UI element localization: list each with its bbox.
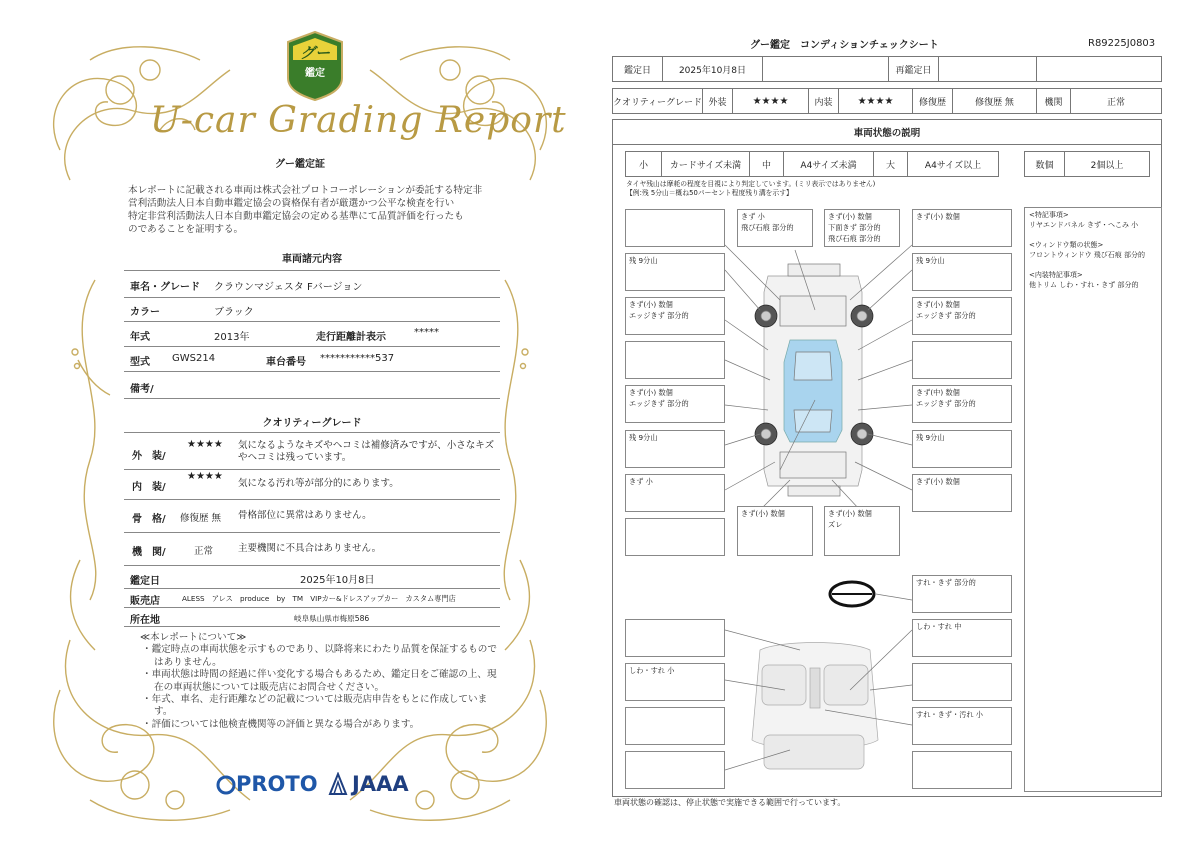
quality-row: [124, 500, 500, 533]
damage-box: きず(中) 数個 エッジきず 部分的: [912, 385, 1012, 423]
exterior-value: ★★★★: [733, 89, 809, 113]
redate-label: 再鑑定日: [889, 57, 939, 81]
address-value: 岐阜県山県市梅原586: [294, 614, 370, 623]
sheet-code: R89225J0803: [1088, 38, 1156, 49]
size-mid-desc: A4サイズ未満: [784, 152, 874, 176]
exterior-label: 外装: [703, 89, 733, 113]
quality-row: [124, 469, 500, 500]
condition-title: 車両状態の説明: [612, 119, 1162, 145]
quality-desc: 骨格部位に異常はありません。: [238, 510, 372, 521]
spec-row-year: [124, 322, 500, 347]
cert-body: [128, 184, 496, 236]
interior-box-empty: [912, 751, 1012, 789]
tire-box: 残 9分山: [625, 253, 725, 291]
spec-label: 車台番号: [266, 357, 306, 368]
jaaa-logo: JAAA: [352, 772, 409, 796]
remark-line: 他トリム しわ・すれ・きず 部分的: [1029, 281, 1139, 289]
quality-row: [124, 432, 500, 470]
spec-value: クラウンマジェスタ Fバージョン: [214, 282, 363, 293]
spec-label: 車名・グレード: [130, 282, 200, 293]
spec-row-color: [124, 297, 500, 322]
shop-value: ALESS アレス produce by TM VIPカー&ドレスアップカー カスタム専門店: [182, 594, 456, 603]
quality-title: クオリティーグレード: [262, 418, 362, 429]
count-label: 数個: [1025, 152, 1065, 176]
size-small-desc: カードサイズ未満: [662, 152, 750, 176]
quality-desc: 主要機関に不具合はありません。: [238, 543, 382, 554]
damage-box: きず 小: [625, 474, 725, 512]
engine-label: 機関: [1037, 89, 1071, 113]
spec-title: 車両諸元内容: [282, 254, 342, 265]
report-notes: [140, 632, 500, 731]
spec-value: ブラック: [214, 307, 254, 318]
remarks-panel: [1024, 207, 1162, 792]
repair-label: 修復歴: [913, 89, 953, 113]
badge-top-text: グー: [299, 44, 330, 62]
damage-box: きず(小) 数個: [912, 209, 1012, 247]
size-large-desc: A4サイズ以上: [924, 160, 982, 171]
damage-box-empty: [912, 341, 1012, 379]
remark-line: リヤエンドパネル きず・へこみ 小: [1029, 221, 1139, 229]
remark-line: <内装特記事項>: [1029, 271, 1083, 279]
size-large: 大: [874, 152, 908, 176]
cert-line: 特定非営利活動法人日本自動車鑑定協会の定める基準にて品質評価を行ったも: [128, 211, 464, 222]
report-title: U-car Grading Report: [150, 100, 567, 141]
size-mid: 中: [750, 152, 784, 176]
date-row: [124, 566, 500, 589]
spec-value: ***********537: [320, 353, 395, 364]
quality-desc: 気になる汚れ等が部分的にあります。: [238, 478, 399, 489]
damage-box: きず(小) 数個 エッジきず 部分的: [625, 297, 725, 335]
tire-box: 残 9分山: [912, 253, 1012, 291]
quality-desc: 気になるようなキズやヘコミは補修済みですが、小さなキズやヘコミは残っています。: [238, 440, 495, 463]
cert-line: 本レポートに記載される車両は株式会社プロトコーポレーションが委託する特定非: [128, 185, 483, 196]
damage-box: きず(小) 数個 下面きず 部分的 飛び石痕 部分的: [824, 209, 900, 247]
repair-value: 修復歴 無: [953, 89, 1037, 113]
quality-stars: 修復歴 無: [180, 513, 222, 524]
damage-box-empty: [625, 341, 725, 379]
interior-box: すれ・きず・汚れ 小: [912, 707, 1012, 745]
remark-line: フロントウィンドウ 飛び石痕 部分的: [1029, 251, 1146, 259]
date-label: 鑑定日: [613, 57, 663, 81]
damage-box: きず(小) 数個: [737, 506, 813, 556]
sheet-title: グー鑑定 コンディションチェックシート: [750, 40, 939, 51]
quality-label: 内 装/: [132, 482, 166, 493]
note-item: ・評価については他検査機関等の評価と異なる場合があります。: [142, 718, 420, 730]
quality-label: 骨 格/: [132, 514, 166, 525]
remark-line: [1029, 260, 1157, 270]
spec-label: カラー: [130, 307, 160, 318]
address-row: [124, 608, 500, 627]
date-label: 鑑定日: [130, 576, 160, 587]
spec-value: GWS214: [172, 353, 216, 364]
note-item: ・鑑定時点の車両状態を示すものであり、以降将来にわたり品質を保証するものではありません。: [142, 644, 497, 668]
date-value: 2025年10月8日: [300, 575, 375, 586]
interior-box: すれ・きず 部分的: [912, 575, 1012, 613]
interior-box-empty: [912, 663, 1012, 701]
tire-box: 残 9分山: [912, 430, 1012, 468]
interior-box: しわ・すれ 小: [625, 663, 725, 701]
spec-row-notes: [124, 372, 500, 399]
badge-bottom-text: 鑑定: [305, 68, 325, 79]
damage-box: きず(小) 数個 エッジきず 部分的: [912, 297, 1012, 335]
spec-label: 備考/: [130, 384, 154, 395]
tire-note-line: タイヤ残山は摩耗の程度を目視により判定しています。(ミリ表示ではありません): [626, 180, 876, 188]
interior-value: ★★★★: [839, 89, 913, 113]
condition-check-sheet: [600, 0, 1200, 848]
remark-line: [1029, 230, 1157, 240]
damage-box: きず(小) 数個 エッジきず 部分的: [625, 385, 725, 423]
spec-value: *****: [414, 327, 439, 338]
note-item: ・年式、車名、走行距離などの記載については販売店申告をもとに作成しています。: [142, 694, 488, 718]
spec-label: 走行距離計表示: [316, 332, 386, 343]
interior-label: 内装: [809, 89, 839, 113]
jaaa-logo-icon: [328, 772, 348, 796]
spec-row-model: [124, 347, 500, 372]
footer-note: 車両状態の確認は、停止状態で実施できる範囲で行っています。: [614, 798, 846, 807]
spec-value: 2013年: [214, 332, 250, 343]
interior-box-empty: [625, 707, 725, 745]
spec-label: 型式: [130, 357, 150, 368]
engine-value: 正常: [1106, 97, 1125, 108]
address-label: 所在地: [130, 615, 160, 626]
spec-label: 年式: [130, 332, 150, 343]
note-item: ・車両状態は時間の経過に伴い変化する場合もあるため、鑑定日をご確認の上、現在の車両状態については販売店にお問合せください。: [142, 669, 497, 693]
interior-box: しわ・すれ 中: [912, 619, 1012, 657]
quality-stars: 正常: [194, 546, 214, 557]
damage-box: きず(小) 数個 ズレ: [824, 506, 900, 556]
proto-logo: PROTO: [236, 772, 318, 796]
damage-box-empty: [625, 518, 725, 556]
quality-row: [124, 533, 500, 566]
size-small: 小: [626, 152, 662, 176]
damage-box-empty: [625, 209, 725, 247]
remark-line: <特記事項>: [1029, 211, 1069, 219]
quality-stars: ★★★★: [187, 439, 223, 450]
grade-label: クオリティーグレード: [613, 89, 703, 113]
interior-box-empty: [625, 619, 725, 657]
notes-header: ≪本レポートについて≫: [140, 632, 247, 643]
cert-line: のであることを証明する。: [128, 224, 244, 235]
damage-box: きず 小 飛び石痕 部分的: [737, 209, 813, 247]
cert-line: 営利活動法人日本自動車鑑定協会の資格保有者が厳選かつ公平な検査を行い: [128, 198, 455, 209]
quality-stars: ★★★★: [187, 471, 223, 482]
quality-label: 機 関/: [132, 547, 166, 558]
tire-box: 残 9分山: [625, 430, 725, 468]
interior-box-empty: [625, 751, 725, 789]
quality-label: 外 装/: [132, 451, 166, 462]
shop-label: 販売店: [130, 596, 160, 607]
date-value: 2025年10月8日: [663, 57, 763, 81]
proto-logo-icon: [216, 775, 236, 795]
damage-box: きず(小) 数個: [912, 474, 1012, 512]
count-value: 2個以上: [1090, 160, 1124, 171]
tire-note-line: 【例:残 5分山＝概ね50パーセント程度残り溝を示す】: [626, 189, 793, 197]
shop-row: [124, 589, 500, 608]
remark-line: <ウィンドウ類の状態>: [1029, 241, 1104, 249]
spec-row-name: [124, 270, 500, 298]
cert-title: グー鑑定証: [275, 159, 325, 170]
